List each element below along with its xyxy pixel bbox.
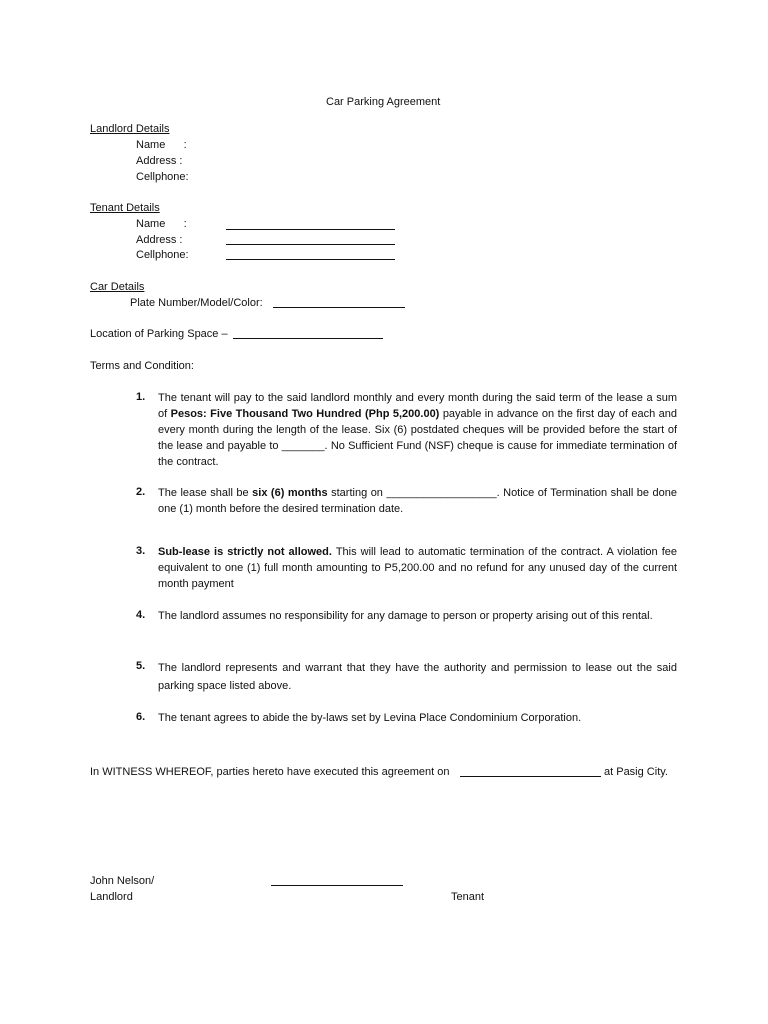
- car-details-heading: Car Details: [90, 281, 145, 293]
- term-text: The tenant will pay to the said landlord monthly and every month during the said term of the lease a sum of Pesos: Five Thousand Two Hundred (Php 5,200.00) payable in advance on the first day of each and every month during the length of the lease. Six (6) postdated cheques will be provided before the start of the lease and payable to _______. No Sufficient Fund (NSF) cheque is cause for immediate termination of the contract.: [158, 392, 677, 468]
- tenant-signature-line: [271, 885, 403, 886]
- tenant-address-blank: [226, 244, 395, 245]
- term-text: The landlord assumes no responsibility for any damage to person or property arising out of this rental.: [158, 610, 653, 622]
- landlord-name-label: Name :: [136, 139, 187, 151]
- term-item: [136, 659, 677, 693]
- term-number: 1.: [136, 391, 146, 403]
- term-text: The lease shall be six (6) months starting on __________________. Notice of Termination shall be done one (1) month before the desired termination date.: [158, 487, 677, 515]
- landlord-signature-name: John Nelson/: [90, 875, 155, 887]
- document-title: Car Parking Agreement: [326, 96, 441, 108]
- parking-location-blank: [233, 338, 383, 339]
- term-text: Sub-lease is strictly not allowed. This will lead to automatic termination of the contract. A violation fee equivalent to one (1) full month amounting to P5,200.00 and no refund for any unused day of the current month payment: [158, 546, 678, 590]
- tenant-cellphone-label: Cellphone:: [136, 249, 189, 261]
- tenant-cellphone-blank: [226, 259, 395, 260]
- term-text: The tenant agrees to abide the by-laws set by Levina Place Condominium Corporation.: [158, 712, 582, 724]
- witness-text: In WITNESS WHEREOF, parties hereto have executed this agreement on: [90, 766, 450, 778]
- tenant-name-label: Name :: [136, 218, 187, 230]
- term-number: 2.: [136, 486, 146, 498]
- tenant-details-heading: Tenant Details: [90, 202, 160, 214]
- tenant-address-label: Address :: [136, 234, 183, 246]
- parking-location-label: Location of Parking Space –: [90, 328, 228, 340]
- landlord-cellphone-label: Cellphone:: [136, 171, 189, 183]
- landlord-address-label: Address :: [136, 155, 183, 167]
- term-number: 6.: [136, 711, 146, 723]
- term-number: 5.: [136, 660, 146, 672]
- plate-number-blank: [273, 307, 405, 308]
- term-number: 3.: [136, 545, 146, 557]
- tenant-signature-role: Tenant: [451, 891, 485, 903]
- terms-heading: Terms and Condition:: [90, 360, 194, 372]
- term-item: [136, 710, 677, 728]
- plate-number-label: Plate Number/Model/Color:: [130, 297, 263, 309]
- term-item: [136, 390, 677, 470]
- term-text: The landlord represents and warrant that they have the authority and permission to lease out the said parking space listed above.: [158, 662, 677, 692]
- landlord-details-heading: Landlord Details: [90, 123, 170, 135]
- term-item: [136, 485, 677, 519]
- witness-location: at Pasig City.: [604, 766, 668, 778]
- witness-date-blank: [460, 776, 601, 777]
- term-number: 4.: [136, 609, 146, 621]
- term-item: [136, 544, 677, 594]
- term-item: [136, 608, 677, 642]
- tenant-name-blank: [226, 229, 395, 230]
- landlord-signature-role: Landlord: [90, 891, 133, 903]
